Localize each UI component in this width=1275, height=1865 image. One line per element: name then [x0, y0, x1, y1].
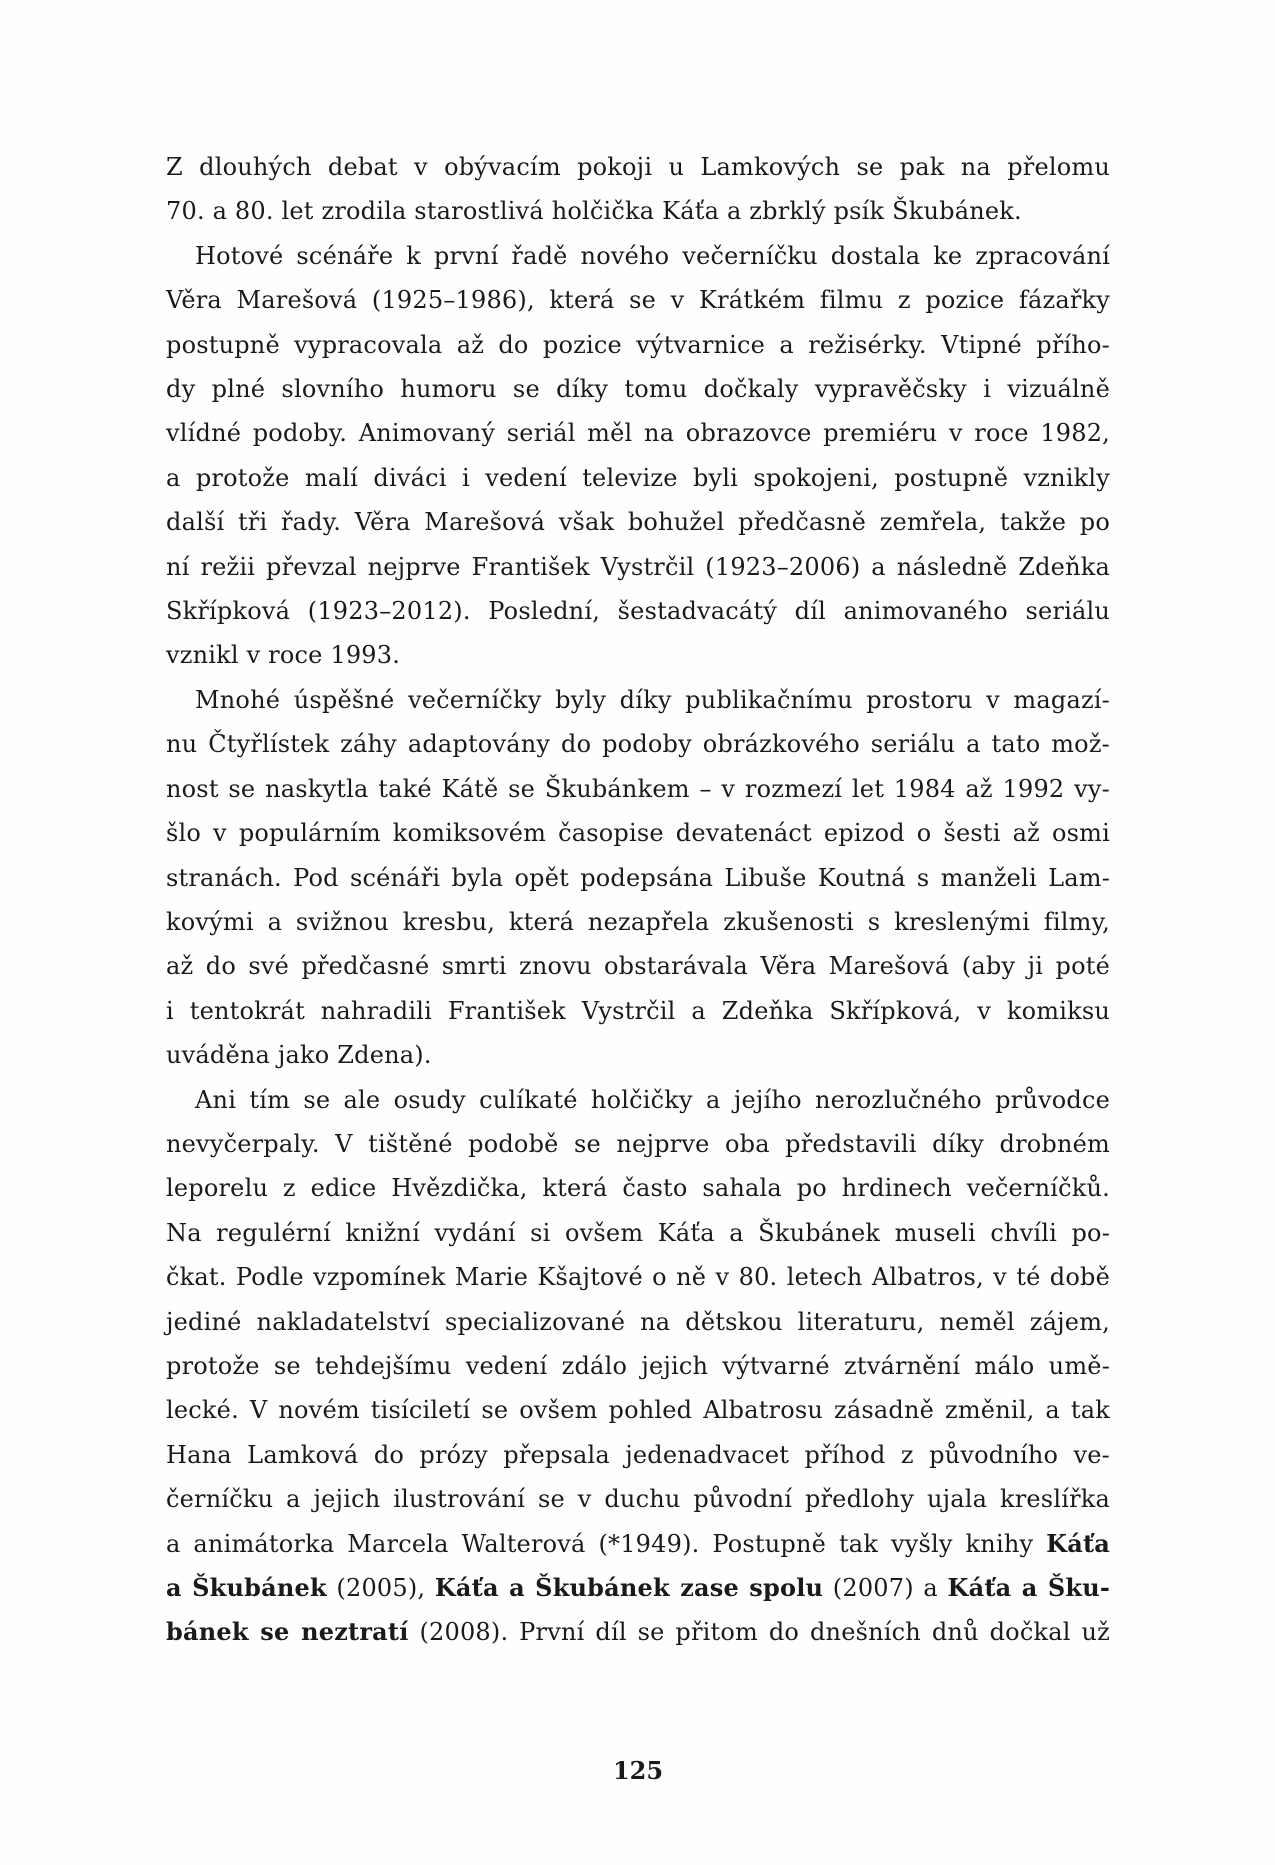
page-text — [166, 145, 1110, 1655]
text-line — [166, 234, 1110, 278]
text-line — [166, 1166, 1110, 1210]
text-run: Skřípková (1923–2012). Poslední, šestadvacátý díl animovaného seriálu — [166, 597, 1110, 626]
text-run: Na regulérní knižní vydání si ovšem Káťa a Škubánek museli chvíli po- — [166, 1218, 1110, 1247]
text-run: nu Čtyřlístek záhy adaptovány do podoby obrázkového seriálu a tato mož- — [166, 730, 1110, 759]
page-number: 125 — [612, 1756, 664, 1785]
text-line — [166, 1300, 1110, 1344]
text-run: (2005), — [326, 1574, 435, 1602]
text-run: i tentokrát nahradili František Vystrčil a Zdeňka Skřípková, v komiksu — [166, 996, 1110, 1025]
text-run: kovými a svižnou kresbu, která nezapřela zkušenosti s kreslenými filmy, — [166, 907, 1110, 936]
text-line — [166, 1477, 1110, 1521]
text-run: čkat. Podle vzpomínek Marie Kšajtové o ně v 80. letech Albatros, v té době — [166, 1263, 1110, 1292]
bold-text-run: Káťa a Škubánek zase spolu — [434, 1573, 824, 1602]
text-line — [166, 145, 1110, 189]
text-line — [166, 1211, 1110, 1255]
text-run: a protože malí diváci i vedení televize byli spokojeni, postupně vznikly — [166, 463, 1110, 492]
text-line — [166, 545, 1110, 589]
text-line — [166, 1344, 1110, 1388]
text-run: až do své předčasné smrti znovu obstarávala Věra Marešová (aby ji poté — [166, 952, 1110, 981]
text-run: vznikl v roce 1993. — [166, 641, 401, 670]
text-line — [166, 900, 1110, 944]
text-run: Věra Marešová (1925–1986), která se v Krátkém filmu z pozice fázařky — [166, 286, 1110, 315]
text-line — [166, 500, 1110, 544]
text-run: šlo v populárním komiksovém časopise devatenáct epizod o šesti až osmi — [166, 819, 1110, 848]
text-run: 70. a 80. let zrodila starostlivá holčička Káťa a zbrklý psík Škubánek. — [166, 197, 1022, 226]
text-run: (2007) a — [823, 1574, 948, 1602]
text-run: Ani tím se ale osudy culíkaté holčičky a jejího nerozlučného průvodce — [195, 1085, 1110, 1114]
text-run: Hana Lamková do prózy přepsala jedenadvacet příhod z původního ve- — [166, 1440, 1110, 1469]
text-run: dy plné slovního humoru se díky tomu dočkaly vypravěčsky i vizuálně — [166, 375, 1110, 404]
text-run: (2008). První díl se přitom do dnešních dnů dočkal už — [408, 1618, 1111, 1647]
text-run: Hotové scénáře k první řadě nového večerníčku dostala ke zpracování — [195, 241, 1110, 270]
text-run: stranách. Pod scénáři byla opět podepsána Libuše Koutná s manželi Lam- — [166, 863, 1110, 892]
text-run: jediné nakladatelství specializované na dětskou literaturu, neměl zájem, — [166, 1307, 1110, 1336]
text-line — [166, 189, 1110, 233]
text-run: leporelu z edice Hvězdička, která často sahala po hrdinech večerníčků. — [166, 1174, 1110, 1203]
text-run: protože se tehdejšímu vedení zdálo jejich výtvarné ztvárnění málo umě- — [166, 1351, 1110, 1380]
text-line — [166, 767, 1110, 811]
text-line — [166, 1078, 1110, 1122]
bold-text-run: bánek se neztratí — [166, 1617, 409, 1647]
text-run: vlídné podoby. Animovaný seriál měl na obrazovce premiéru v roce 1982, — [166, 419, 1110, 448]
text-line — [166, 678, 1110, 722]
text-line — [166, 944, 1110, 988]
text-run: černíčku a jejich ilustrování se v duchu původní předlohy ujala kreslířka — [166, 1485, 1110, 1514]
text-line — [166, 411, 1110, 455]
text-line — [166, 456, 1110, 500]
text-line — [166, 633, 1110, 677]
text-run: nevyčerpaly. V tištěné podobě se nejprve oba představili díky drobném — [166, 1129, 1110, 1158]
text-run: Mnohé úspěšné večerníčky byly díky publikačnímu prostoru v magazí- — [195, 685, 1110, 714]
text-line — [166, 722, 1110, 766]
text-line — [166, 1255, 1110, 1299]
text-line — [166, 1388, 1110, 1432]
text-line — [166, 856, 1110, 900]
text-run: lecké. V novém tisíciletí se ovšem pohled Albatrosu zásadně změnil, a tak — [166, 1396, 1110, 1425]
text-line — [166, 811, 1110, 855]
bold-text-run: Káťa — [1046, 1528, 1110, 1558]
text-line — [166, 589, 1110, 633]
text-line — [166, 1433, 1110, 1477]
bold-text-run: Káťa a Šku- — [947, 1573, 1111, 1602]
text-line — [166, 323, 1110, 367]
text-line — [166, 1610, 1110, 1654]
text-run: další tři řady. Věra Marešová však bohužel předčasně zemřela, takže po — [166, 508, 1110, 537]
text-run: postupně vypracovala až do pozice výtvarnice a režisérky. Vtipné přího- — [166, 330, 1110, 359]
text-line — [166, 1522, 1110, 1566]
text-run: a animátorka Marcela Walterová (*1949). Postupně tak vyšly knihy — [166, 1529, 1047, 1558]
text-line — [166, 1122, 1110, 1166]
text-run: uváděna jako Zdena). — [166, 1041, 432, 1070]
text-run: Z dlouhých debat v obývacím pokoji u Lamkových se pak na přelomu — [166, 153, 1110, 181]
text-line — [166, 989, 1110, 1033]
text-line — [166, 1566, 1110, 1610]
text-line — [166, 367, 1110, 411]
text-run: ní režii převzal nejprve František Vystrčil (1923–2006) a následně Zdeňka — [166, 552, 1110, 581]
bold-text-run: a Škubánek — [166, 1573, 327, 1602]
text-run: nost se naskytla také Kátě se Škubánkem – v rozmezí let 1984 až 1992 vy- — [166, 774, 1110, 803]
text-line — [166, 1033, 1110, 1077]
text-line — [166, 278, 1110, 322]
